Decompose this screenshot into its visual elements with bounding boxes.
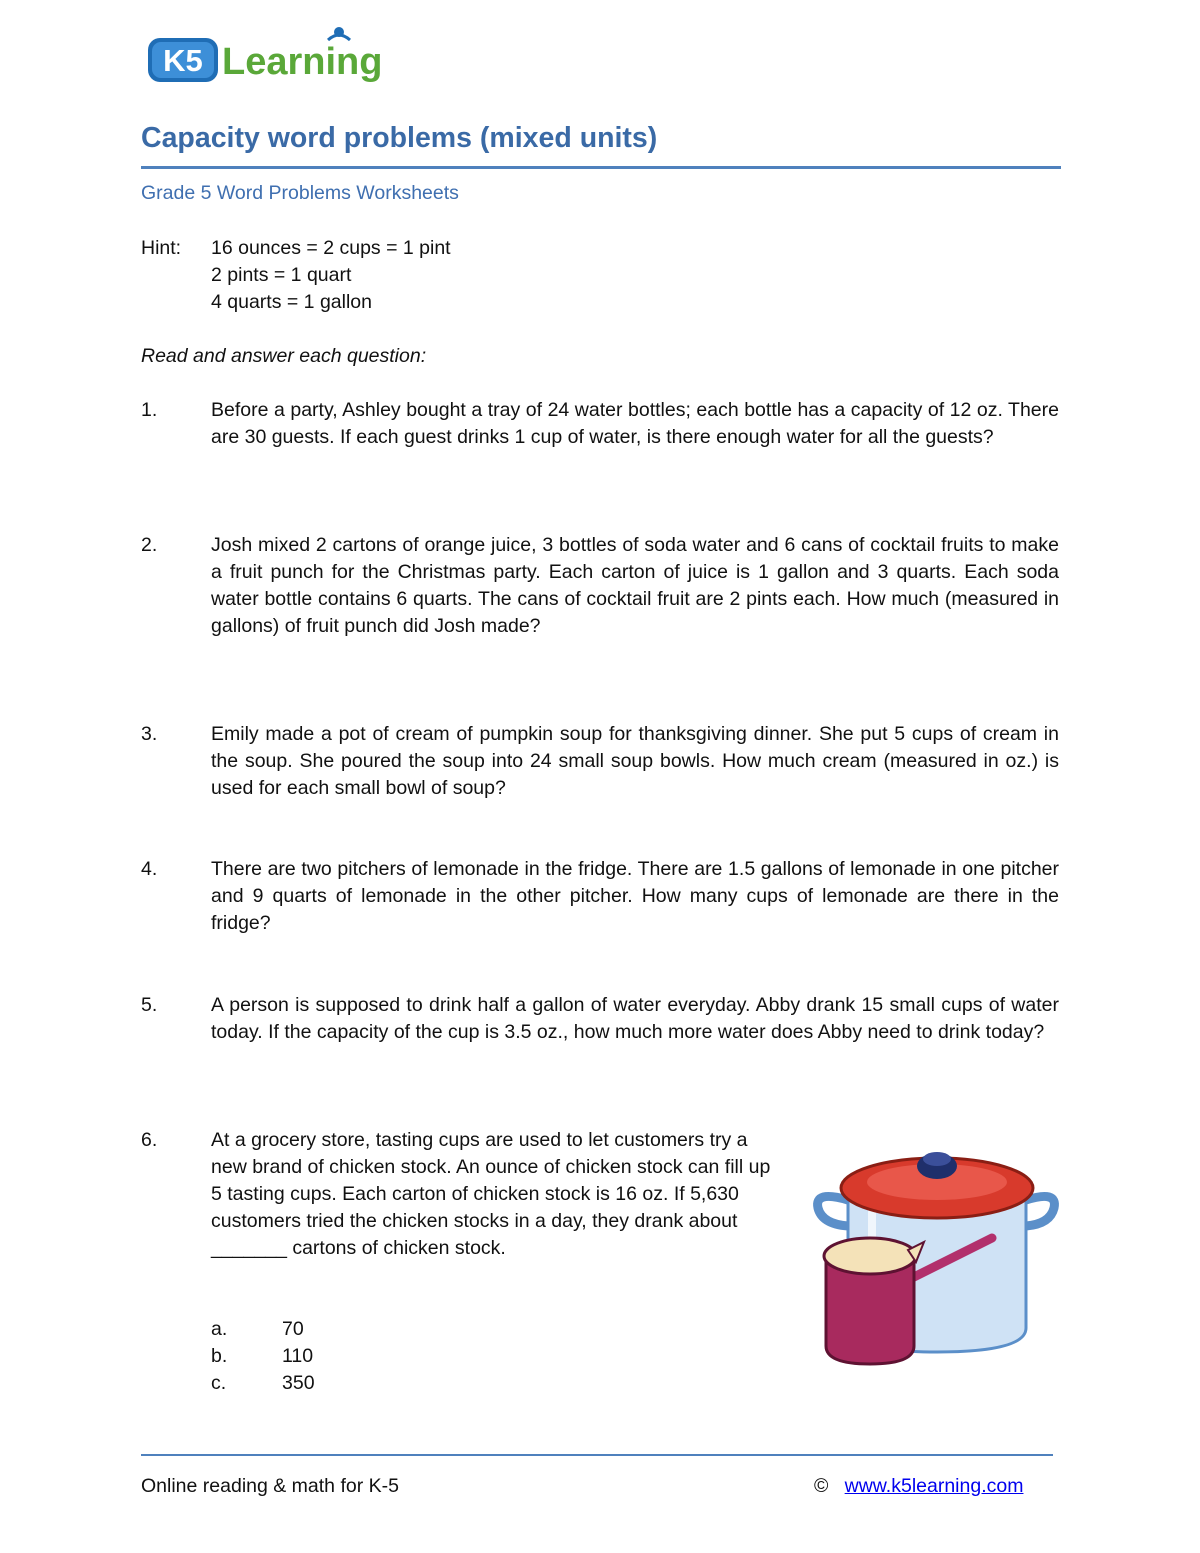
hint-label: Hint: xyxy=(141,237,182,259)
question-number: 4. xyxy=(141,858,158,880)
page-subtitle: Grade 5 Word Problems Worksheets xyxy=(141,182,459,204)
stock-pot-illustration xyxy=(812,1138,1062,1370)
footer-divider xyxy=(141,1454,1053,1456)
stock-pot-icon xyxy=(812,1138,1062,1370)
question-number: 5. xyxy=(141,994,158,1016)
footer-tagline: Online reading & math for K-5 xyxy=(141,1475,399,1497)
question-text: A person is supposed to drink half a gallon of water everyday. Abby drank 15 small cups of water today. If the capacity of the cup is 3.5 oz., how much more water does Abby need to drink today? xyxy=(211,994,1059,1043)
instructions: Read and answer each question: xyxy=(141,345,427,367)
hint-line: 4 quarts = 1 gallon xyxy=(211,291,372,313)
hint-line: 2 pints = 1 quart xyxy=(211,264,352,286)
hint-line: 16 ounces = 2 cups = 1 pint xyxy=(211,237,451,259)
question-text: Emily made a pot of cream of pumpkin soup for thanksgiving dinner. She put 5 cups of cream in the soup. She poured the soup into 24 small soup bowls. How much cream (measured in oz.) is used for each small bowl of soup? xyxy=(211,723,1059,799)
question-number: 3. xyxy=(141,723,158,745)
question-text: Josh mixed 2 cartons of orange juice, 3 bottles of soda water and 6 cans of cocktail fruits to make a fruit punch for the Christmas party. Each carton of juice is 1 gallon and 3 quarts. Each soda water bottle contains 6 quarts. The cans of cocktail fruit are 2 pints each. How much (measured in gallons) of fruit punch did Josh made? xyxy=(211,534,1059,637)
logo-badge-text: K5 xyxy=(163,43,203,78)
answer-option-letter: a. xyxy=(211,1318,228,1340)
answer-option-value: 350 xyxy=(282,1372,315,1394)
logo-brand-text: Learning xyxy=(222,41,383,83)
copyright-symbol: © xyxy=(814,1475,829,1497)
answer-option-letter: b. xyxy=(211,1345,228,1367)
question-number: 2. xyxy=(141,534,158,556)
question-number: 1. xyxy=(141,399,158,421)
question-number: 6. xyxy=(141,1129,158,1151)
answer-option-value: 110 xyxy=(282,1345,314,1367)
answer-option-value: 70 xyxy=(282,1318,304,1340)
question-text: At a grocery store, tasting cups are used to let customers try a new brand of chicken stock. An ounce of chicken stock can fill up 5 tasting cups. Each carton of chicken stock is 16 oz. If 5,630 customers tried the chicken stocks in a day, they drank about _______ cartons of chicken stock. xyxy=(211,1129,771,1259)
question-text: Before a party, Ashley bought a tray of 24 water bottles; each bottle has a capacity of 12 oz. There are 30 guests. If each guest drinks 1 cup of water, is there enough water for all the guests? xyxy=(211,399,1059,448)
title-divider xyxy=(141,166,1061,169)
answer-option-letter: c. xyxy=(211,1372,227,1394)
k5learning-link[interactable]: www.k5learning.com xyxy=(844,1475,1024,1497)
page-title: Capacity word problems (mixed units) xyxy=(141,122,658,154)
logo-graphic xyxy=(142,22,402,90)
k5-learning-logo xyxy=(142,22,402,90)
footer-copyright xyxy=(814,1475,1023,1498)
question-text: There are two pitchers of lemonade in the fridge. There are 1.5 gallons of lemonade in one pitcher and 9 quarts of lemonade in the other pitcher. How many cups of lemonade are there in the fridge? xyxy=(211,858,1059,934)
